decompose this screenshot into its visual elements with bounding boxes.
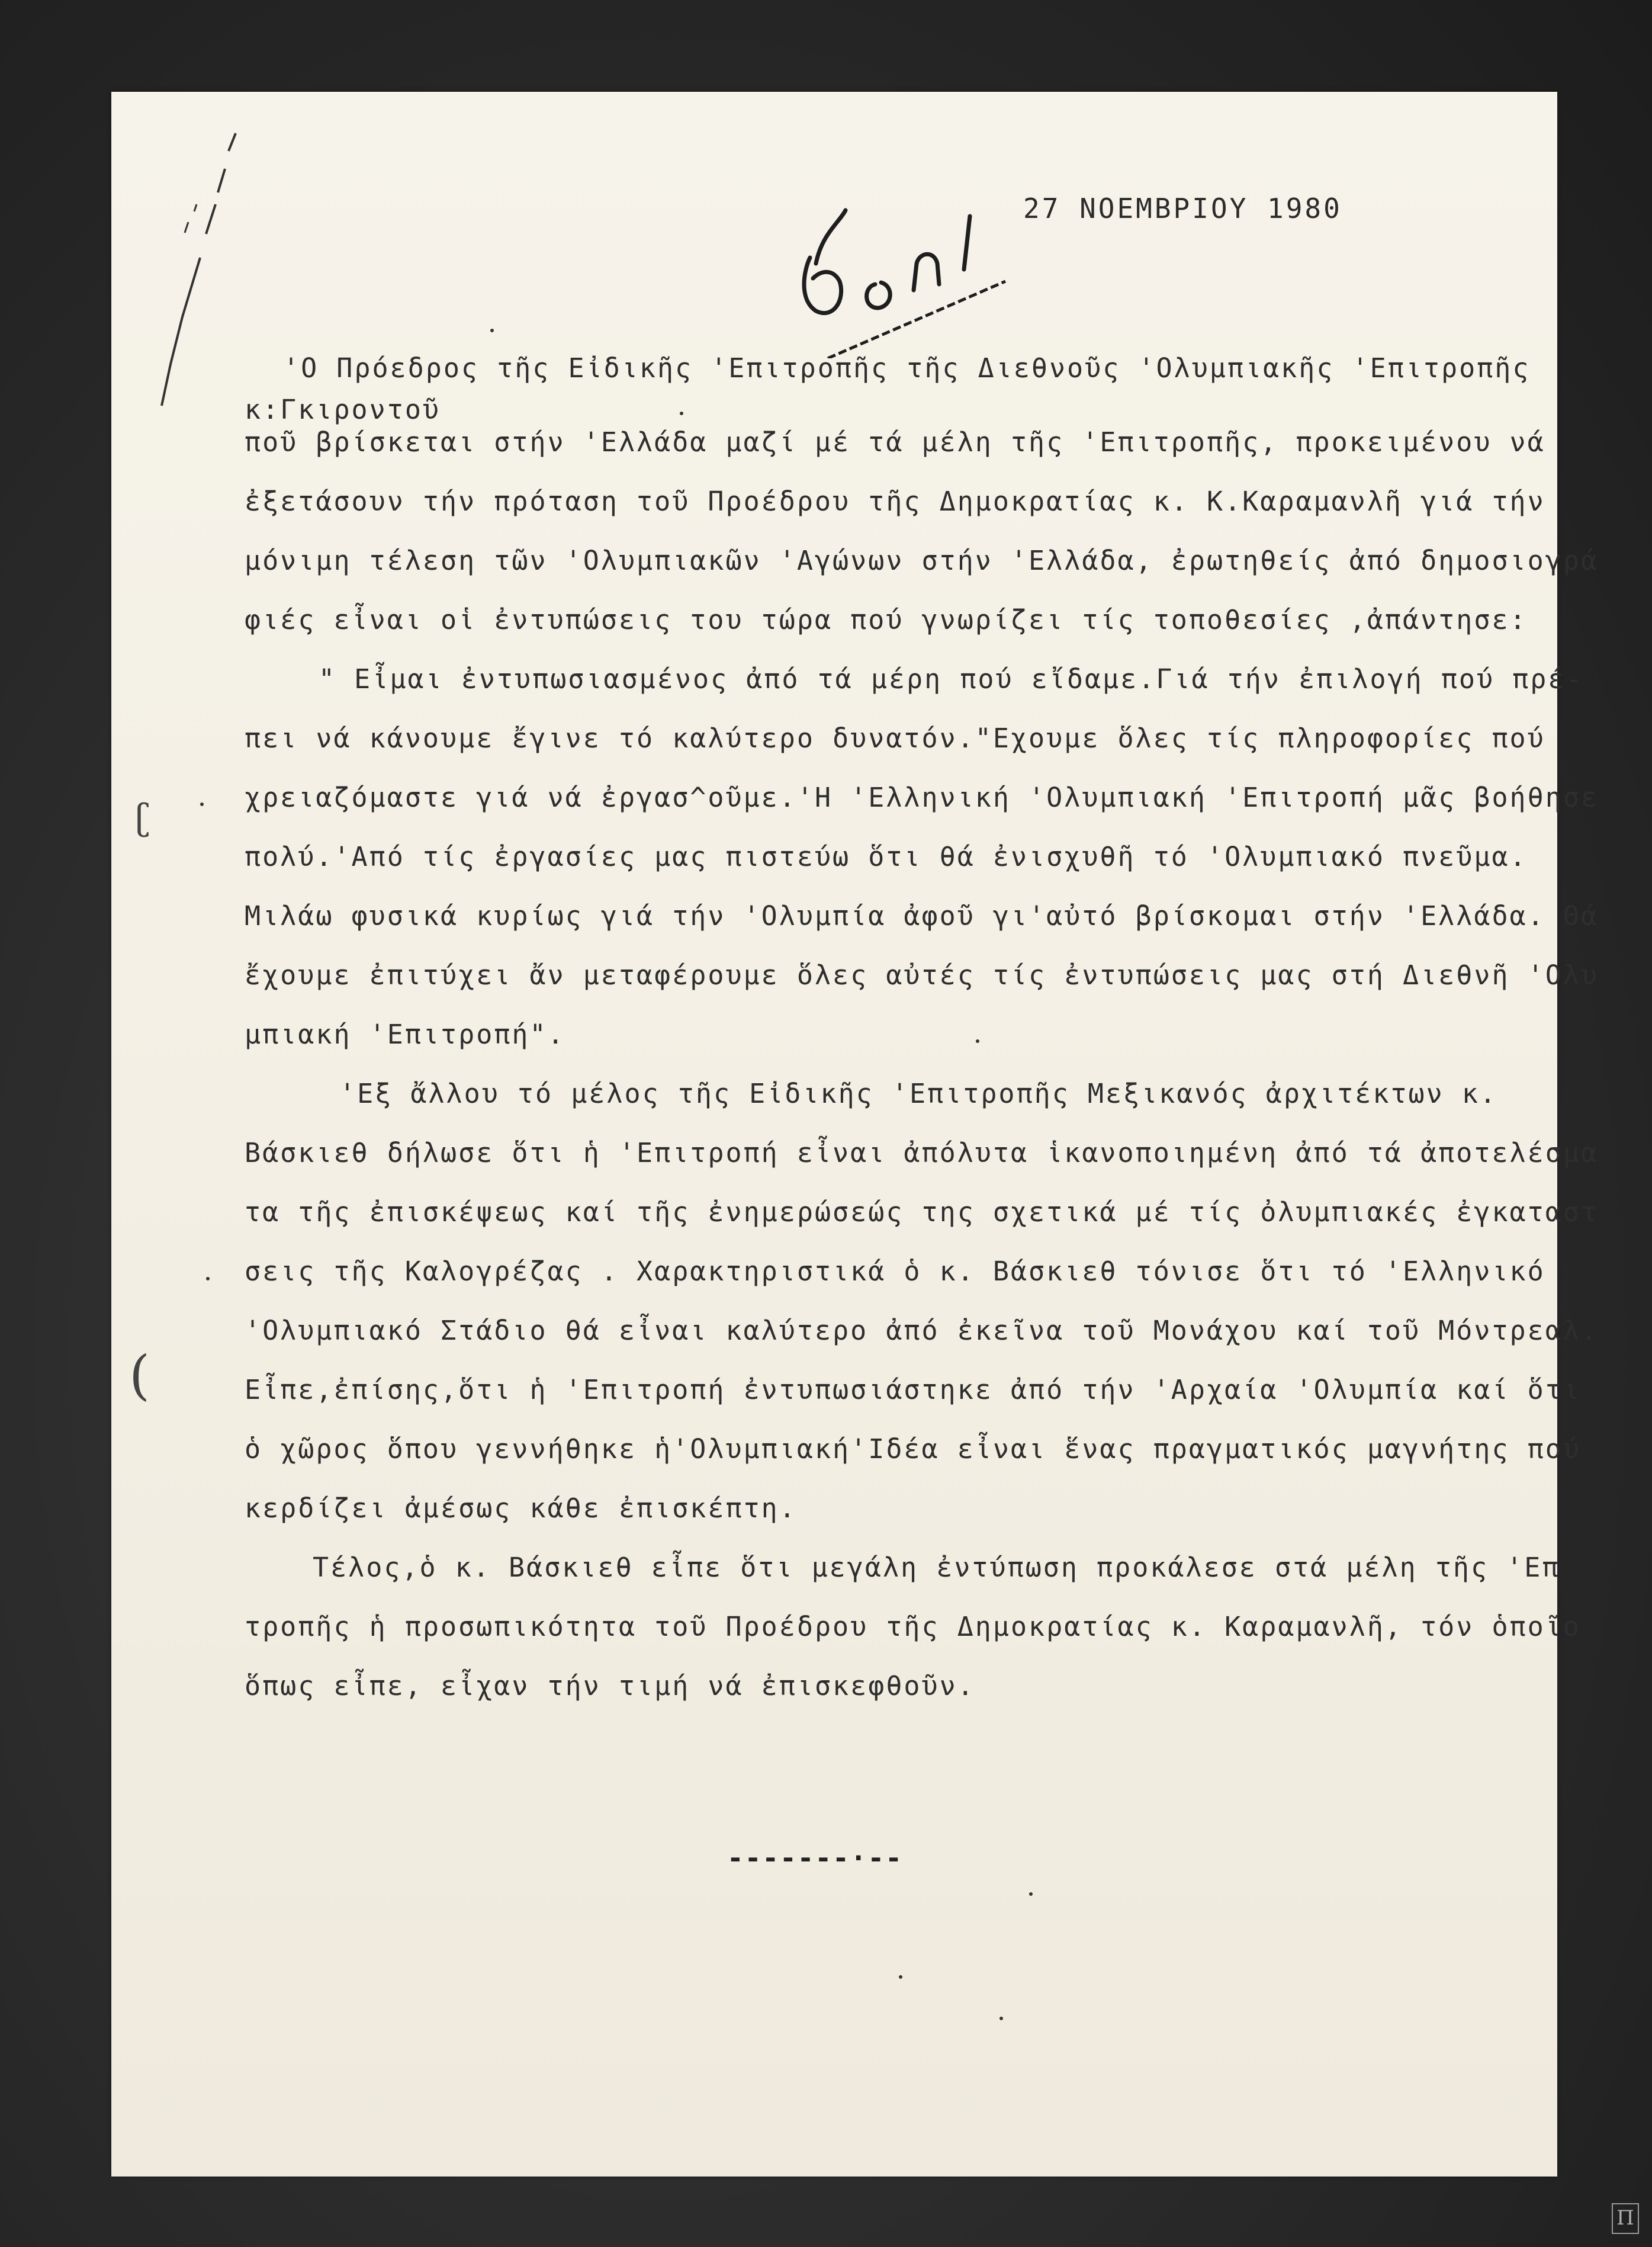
margin-mark: ( xyxy=(129,1344,150,1407)
text-line: 'Εξ ἄλλου τό μέλος τῆς Εἰδικῆς 'Επιτροπῆς Μεξικανός ἀρχιτέκτων κ. xyxy=(339,1078,1497,1109)
text-line: ὁ χῶρος ὅπου γεννήθηκε ἡ'Ολυμπιακή'Ιδέα εἶναι ἕνας πραγματικός μαγνήτης πού xyxy=(245,1433,1581,1465)
text-line: 'Ολυμπιακό Στάδιο θά εἶναι καλύτερο ἀπό ἐκεῖνα τοῦ Μονάχου καί τοῦ Μόντρεαλ. xyxy=(245,1315,1599,1346)
archive-logo: Π xyxy=(1612,2203,1639,2234)
text-line: " Εἶμαι ἐντυπωσιασμένος ἀπό τά μέρη πού εἴδαμε.Γιά τήν ἐπιλογή πού πρέ- xyxy=(319,663,1584,695)
text-line: πολύ.'Από τίς ἐργασίες μας πιστεύω ὅτι θά ἐνισχυθῆ τό 'Ολυμπιακό πνεῦμα. xyxy=(245,841,1528,872)
document-date: 27 ΝΟΕΜΒΡΙΟΥ 1980 xyxy=(1023,192,1342,224)
text-line: ποῦ βρίσκεται στήν 'Ελλάδα μαζί μέ τά μέλη τῆς 'Επιτροπῆς, προκειμένου νά xyxy=(245,426,1545,458)
text-line: 'Ο Πρόεδρος τῆς Εἰδικῆς 'Επιτροπῆς τῆς Διεθνοῦς 'Ολυμπιακῆς 'Επιτροπῆς xyxy=(283,352,1531,384)
text-line: πει νά κάνουμε ἔγινε τό καλύτερο δυνατόν."Εχουμε ὅλες τίς πληροφορίες πού xyxy=(245,723,1545,754)
closing-separator: -------·-- xyxy=(727,1842,903,1874)
text-line: κ:Γκιροντοῦ xyxy=(245,394,441,425)
scan-speck xyxy=(976,1039,979,1043)
text-line: τα τῆς ἐπισκέψεως καί τῆς ἐνημερώσεώς της σχετικά μέ τίς ὀλυμπιακές ἐγκαταστ xyxy=(245,1196,1599,1228)
document-page xyxy=(111,92,1599,2177)
scan-speck xyxy=(206,1277,210,1280)
text-line: ὅπως εἶπε, εἶχαν τήν τιμή νά ἐπισκεφθοῦν. xyxy=(245,1670,975,1702)
text-line: σεις τῆς Καλογρέζας . Χαρακτηριστικά ὁ κ. Βάσκιεθ τόνισε ὅτι τό 'Ελληνικό xyxy=(245,1256,1545,1287)
text-line: ἐξετάσουν τήν πρόταση τοῦ Προέδρου τῆς Δημοκρατίας κ. Κ.Καραμανλῆ γιά τήν xyxy=(245,486,1545,517)
margin-mark: ʗ xyxy=(135,797,150,838)
scan-speck xyxy=(1029,1892,1033,1896)
scan-speck xyxy=(490,329,494,332)
text-line: φιές εἶναι οἱ ἐντυπώσεις του τώρα πού γνωρίζει τίς τοποθεσίες ,ἀπάντησε: xyxy=(245,604,1528,635)
scan-speck xyxy=(899,1975,902,1979)
scan-speck xyxy=(680,412,683,415)
text-line: κερδίζει ἀμέσως κάθε ἐπισκέπτη. xyxy=(245,1492,797,1524)
text-line: Μιλάω φυσικά κυρίως γιά τήν 'Ολυμπία ἀφοῦ γι'αὐτό βρίσκομαι στήν 'Ελλάδα. Θά xyxy=(245,900,1599,932)
text-line: μπιακή 'Επιτροπή". xyxy=(245,1019,565,1050)
scan-speck xyxy=(200,802,204,806)
margin-pencil-mark xyxy=(159,127,242,459)
text-line: ἔχουμε ἐπιτύχει ἄν μεταφέρουμε ὅλες αὐτές τίς ἐντυπώσεις μας στή Διεθνῆ 'Ολυ xyxy=(245,959,1599,991)
handwritten-annotation xyxy=(792,181,1041,358)
text-line: χρειαζόμαστε γιά νά ἐργασ^οῦμε.'Η 'Ελληνική 'Ολυμπιακή 'Επιτροπή μᾶς βοήθησε xyxy=(245,782,1599,813)
text-line: Τέλος,ὁ κ. Βάσκιεθ εἶπε ὅτι μεγάλη ἐντύπωση προκάλεσε στά μέλη τῆς 'Επ xyxy=(313,1552,1560,1583)
text-line: Εἶπε,ἐπίσης,ὅτι ἡ 'Επιτροπή ἐντυπωσιάστηκε ἀπό τήν 'Αρχαία 'Ολυμπία καί ὅτι xyxy=(245,1374,1581,1405)
text-line: Βάσκιεθ δήλωσε ὅτι ἡ 'Επιτροπή εἶναι ἀπόλυτα ἱκανοποιημένη ἀπό τά ἀποτελέσμα xyxy=(245,1137,1599,1169)
text-line: μόνιμη τέλεση τῶν 'Ολυμπιακῶν 'Αγώνων στήν 'Ελλάδα, ἐρωτηθείς ἀπό δημοσιογρά xyxy=(245,545,1599,576)
scan-speck xyxy=(999,2017,1003,2020)
text-line: τροπῆς ἡ προσωπικότητα τοῦ Προέδρου τῆς Δημοκρατίας κ. Καραμανλῆ, τόν ὁποῖο xyxy=(245,1611,1581,1642)
